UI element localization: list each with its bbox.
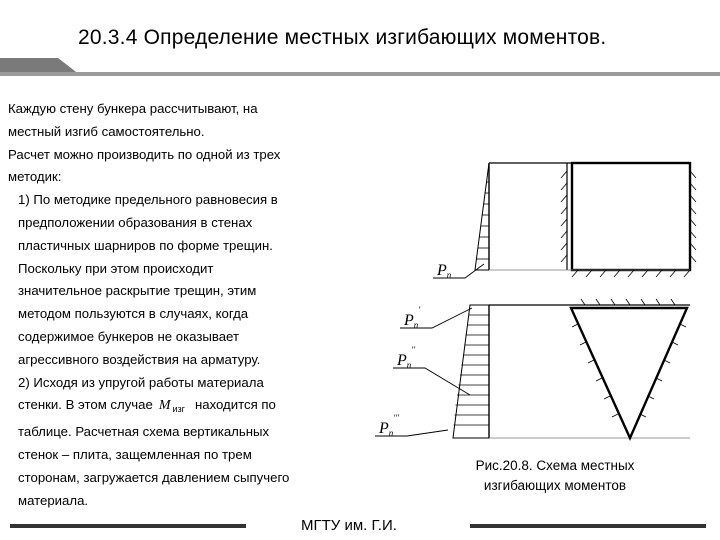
pressure-label-pn1: P bbox=[404, 312, 414, 329]
figure-caption bbox=[440, 456, 670, 496]
body-line: 2) Исходя из упругой работы материала bbox=[18, 374, 264, 390]
footer-rule-right bbox=[470, 524, 706, 528]
body-line-with-formula bbox=[8, 394, 353, 421]
caption-line: Рис.20.8. Схема местных bbox=[475, 458, 635, 473]
body-text-fragment: находится по bbox=[194, 397, 276, 413]
clamp-hatching-left bbox=[561, 171, 567, 262]
hopper-hatching-left bbox=[572, 324, 618, 417]
svg-text:Pn''' bbox=[378, 413, 400, 438]
pressure-label-sub: n bbox=[388, 428, 394, 438]
svg-text:Pn' bbox=[403, 305, 421, 330]
wall-panel bbox=[572, 163, 690, 270]
body-line: пластичных шарниров по форме трещин. bbox=[18, 237, 273, 253]
pressure-label-sub: n bbox=[446, 270, 452, 280]
bending-moment-diagram bbox=[365, 150, 715, 450]
svg-text:Pn'' bbox=[396, 345, 416, 370]
pressure-diagram-upper bbox=[475, 163, 489, 270]
body-line: агрессивного воздействия на арматуру. bbox=[18, 351, 261, 367]
caption-line: изгибающих моментов bbox=[483, 478, 627, 493]
pressure-label-pn2: P bbox=[397, 352, 407, 369]
moment-subscript: изг bbox=[172, 404, 185, 415]
pressure-label-sup: ' bbox=[418, 305, 421, 315]
body-line: предположении образования в стенах bbox=[18, 214, 253, 230]
pressure-label-pn3: P bbox=[379, 420, 389, 437]
body-line: местный изгиб самостоятельно. bbox=[8, 123, 205, 139]
body-line: методик: bbox=[8, 169, 62, 185]
body-text-fragment: стенки. В этом случае bbox=[18, 397, 153, 413]
body-line: значительное раскрытие трещин, этим bbox=[18, 283, 257, 299]
body-line: 1) По методике предельного равновесия в bbox=[18, 192, 278, 208]
hopper-hatching-top bbox=[581, 299, 675, 305]
page-title: 20.3.4 Определение местных изгибающих моментов. bbox=[78, 26, 607, 49]
body-line: стенок – плита, защемленная по трем bbox=[18, 446, 252, 462]
pressure-label-pn: P bbox=[437, 262, 447, 279]
body-line: Каждую стену бункера рассчитывают, на bbox=[8, 101, 258, 116]
footer-text: МГТУ им. Г.И. bbox=[301, 517, 397, 534]
footer-rule-left bbox=[10, 524, 246, 528]
svg-text:Pn bbox=[436, 262, 452, 280]
body-line: материала. bbox=[18, 492, 89, 508]
pressure-hatching-lower bbox=[454, 315, 490, 425]
pressure-label-sup: ''' bbox=[393, 413, 400, 423]
pressure-label-sub: n bbox=[406, 360, 412, 370]
moment-symbol: M bbox=[158, 398, 171, 414]
pressure-label-sub: n bbox=[413, 320, 419, 330]
hopper-hatching-right bbox=[640, 324, 686, 417]
body-line: сторонам, загружается давлением сыпучего bbox=[18, 469, 290, 485]
body-line: содержимое бункеров не оказывает bbox=[18, 328, 239, 344]
body-line: Поскольку при этом происходит bbox=[18, 260, 214, 276]
body-line: методом пользуются в случаях, когда bbox=[18, 306, 249, 322]
body-line: таблице. Расчетная схема вертикальных bbox=[18, 424, 270, 440]
leader-line-pn2 bbox=[393, 368, 470, 395]
body-text bbox=[8, 98, 353, 512]
body-line: Расчет можно производить по одной из трех bbox=[8, 146, 281, 162]
hopper-triangle-panel bbox=[571, 308, 687, 438]
pressure-label-sup: '' bbox=[411, 345, 416, 355]
title-underline bbox=[0, 58, 720, 90]
